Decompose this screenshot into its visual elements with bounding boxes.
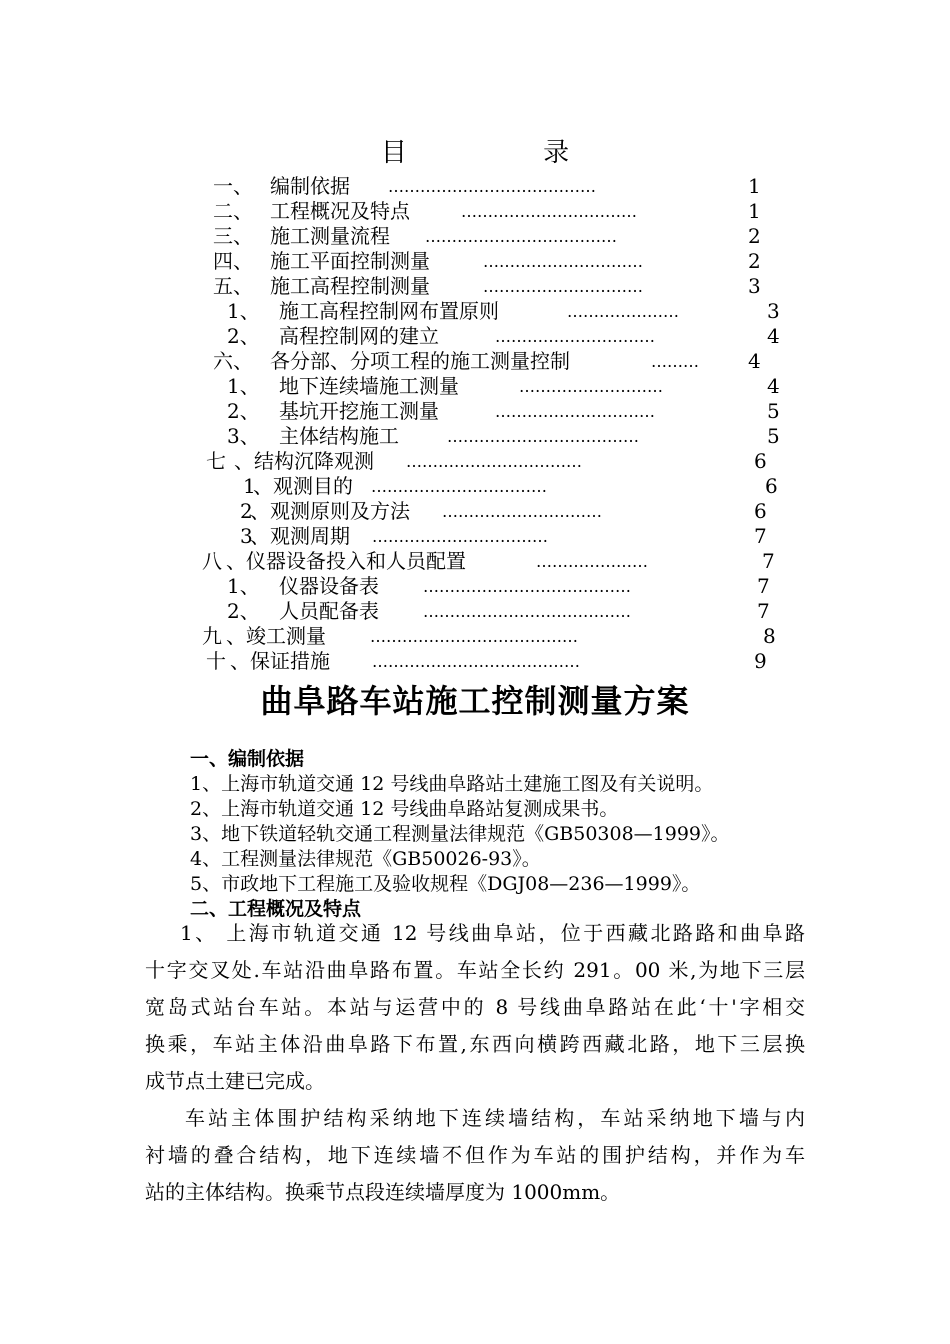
toc-entry-number: 九 [202, 624, 222, 648]
toc-leader-dots: ………………… [536, 552, 648, 571]
toc-entry-page: 3 [767, 299, 780, 323]
toc-entry-label: 、保证措施 [230, 649, 330, 673]
toc-leader-dots: ……………………………… [447, 427, 639, 446]
reference-item: 2、上海市轨道交通 12 号线曲阜路站复测成果书。 [190, 798, 619, 820]
toc-entry-page: 5 [767, 424, 780, 448]
toc-entry-number: 3 [240, 524, 253, 548]
toc-entry-number: 五、 [213, 274, 253, 298]
paragraph-line: 换乘，车站主体沿曲阜路下布置,东西向横跨西藏北路，地下三层换 [145, 1032, 805, 1056]
toc-entry-page: 2 [748, 224, 761, 248]
toc-entry-number: 1 [243, 474, 256, 498]
toc-entry-label: 编制依据 [270, 174, 350, 198]
paragraph-line: 车站主体围护结构采纳地下连续墙结构，车站采纳地下墙与内 [185, 1106, 805, 1130]
toc-entry-page: 8 [763, 624, 776, 648]
toc-entry-number: 一、 [213, 174, 253, 198]
toc-entry-label: 地下连续墙施工测量 [279, 374, 459, 398]
toc-entry-page: 5 [767, 399, 780, 423]
toc-leader-dots: …………………………… [371, 477, 547, 496]
toc-entry-label: 施工高程控制网布置原则 [279, 299, 499, 323]
toc-leader-dots: ………………………………… [372, 652, 580, 671]
paragraph-line: 1、 上海市轨道交通 12 号线曲阜站，位于西藏北路路和曲阜路 [180, 921, 805, 945]
toc-entry-number: 2、 [227, 324, 260, 348]
reference-item: 3、地下铁道轻轨交通工程测量法律规范《GB50308—1999》。 [190, 823, 730, 845]
toc-entry-number: 2、 [227, 399, 260, 423]
toc-entry-number: 二、 [213, 199, 253, 223]
paragraph-line: 宽岛式站台车站。本站与运营中的 8 号线曲阜路站在此‘十'字相交 [145, 995, 805, 1019]
toc-leader-dots: ………………………… [483, 252, 643, 271]
toc-entry-label: 工程概况及特点 [270, 199, 410, 223]
toc-entry-number: 1、 [227, 574, 260, 598]
toc-title: 目 录 [380, 138, 634, 168]
reference-item: 1、上海市轨道交通 12 号线曲阜路站土建施工图及有关说明。 [190, 773, 714, 795]
toc-leader-dots: ………………………………… [370, 627, 578, 646]
reference-item: 4、工程测量法律规范《GB50026-93》。 [190, 848, 541, 870]
toc-entry-label: 人员配备表 [279, 599, 379, 623]
toc-entry-label: 、观测周期 [250, 524, 350, 548]
toc-entry-number: 七 [206, 449, 226, 473]
toc-entry-label: 施工测量流程 [270, 224, 390, 248]
section-heading-overview: 二、工程概况及特点 [190, 898, 362, 920]
toc-entry-label: 、观测原则及方法 [250, 499, 410, 523]
toc-entry-page: 4 [767, 374, 780, 398]
toc-entry-number: 2 [240, 499, 253, 523]
toc-entry-page: 1 [748, 174, 761, 198]
toc-entry-number: 2、 [227, 599, 260, 623]
toc-leader-dots: ………………………… [442, 502, 602, 521]
toc-leader-dots: ………………………………… [423, 602, 631, 621]
toc-entry-page: 4 [748, 349, 761, 373]
paragraph-line: 站的主体结构。换乘节点段连续墙厚度为 1000mm。 [145, 1180, 621, 1204]
toc-entry-number: 八 [202, 549, 222, 573]
toc-leader-dots: ……… [651, 352, 699, 371]
toc-leader-dots: ……………………………… [425, 227, 617, 246]
toc-leader-dots: …………………………… [461, 202, 637, 221]
toc-entry-number: 十 [206, 649, 226, 673]
toc-entry-page: 6 [754, 499, 767, 523]
toc-leader-dots: ………………………………… [423, 577, 631, 596]
toc-entry-number: 1、 [227, 299, 260, 323]
toc-leader-dots: ………………………… [495, 402, 655, 421]
toc-entry-page: 6 [765, 474, 778, 498]
paragraph-line: 十字交叉处.车站沿曲阜路布置。车站全长约 291。00 米,为地下三层 [145, 958, 805, 982]
toc-entry-page: 7 [757, 599, 770, 623]
toc-entry-number: 三、 [213, 224, 253, 248]
paragraph-line: 成节点土建已完成。 [145, 1069, 325, 1093]
toc-entry-page: 4 [767, 324, 780, 348]
toc-entry-label: 、竣工测量 [226, 624, 326, 648]
toc-entry-label: 基坑开挖施工测量 [279, 399, 439, 423]
toc-entry-page: 7 [762, 549, 775, 573]
toc-leader-dots: ………………………………… [388, 177, 596, 196]
paragraph-line: 衬墙的叠合结构，地下连续墙不但作为车站的围护结构，并作为车 [145, 1143, 805, 1167]
toc-entry-number: 1、 [227, 374, 260, 398]
toc-entry-page: 7 [754, 524, 767, 548]
toc-entry-number: 六、 [213, 349, 253, 373]
reference-item: 5、市政地下工程施工及验收规程《DGJ08—236—1999》。 [190, 873, 701, 895]
toc-leader-dots: …………………………… [406, 452, 582, 471]
toc-entry-label: 施工平面控制测量 [270, 249, 430, 273]
toc-entry-page: 1 [748, 199, 761, 223]
toc-entry-number: 四、 [213, 249, 253, 273]
toc-leader-dots: ………………………… [495, 327, 655, 346]
document-title: 曲阜路车站施工控制测量方案 [260, 682, 690, 720]
toc-leader-dots: ……………………… [519, 377, 663, 396]
toc-entry-label: 主体结构施工 [279, 424, 399, 448]
toc-leader-dots: …………………………… [372, 527, 548, 546]
toc-entry-label: 、结构沉降观测 [234, 449, 374, 473]
toc-entry-label: 仪器设备表 [279, 574, 379, 598]
toc-entry-page: 6 [754, 449, 767, 473]
toc-entry-page: 7 [757, 574, 770, 598]
toc-entry-label: 、观测目的 [253, 474, 353, 498]
toc-leader-dots: ………………… [567, 302, 679, 321]
toc-entry-label: 各分部、分项工程的施工测量控制 [270, 349, 570, 373]
toc-entry-page: 2 [748, 249, 761, 273]
toc-entry-label: 高程控制网的建立 [279, 324, 439, 348]
toc-entry-page: 9 [754, 649, 767, 673]
toc-entry-page: 3 [748, 274, 761, 298]
toc-entry-number: 3、 [227, 424, 260, 448]
section-heading-basis: 一、编制依据 [190, 748, 305, 770]
toc-leader-dots: ………………………… [483, 277, 643, 296]
toc-entry-label: 、仪器设备投入和人员配置 [226, 549, 466, 573]
toc-entry-label: 施工高程控制测量 [270, 274, 430, 298]
